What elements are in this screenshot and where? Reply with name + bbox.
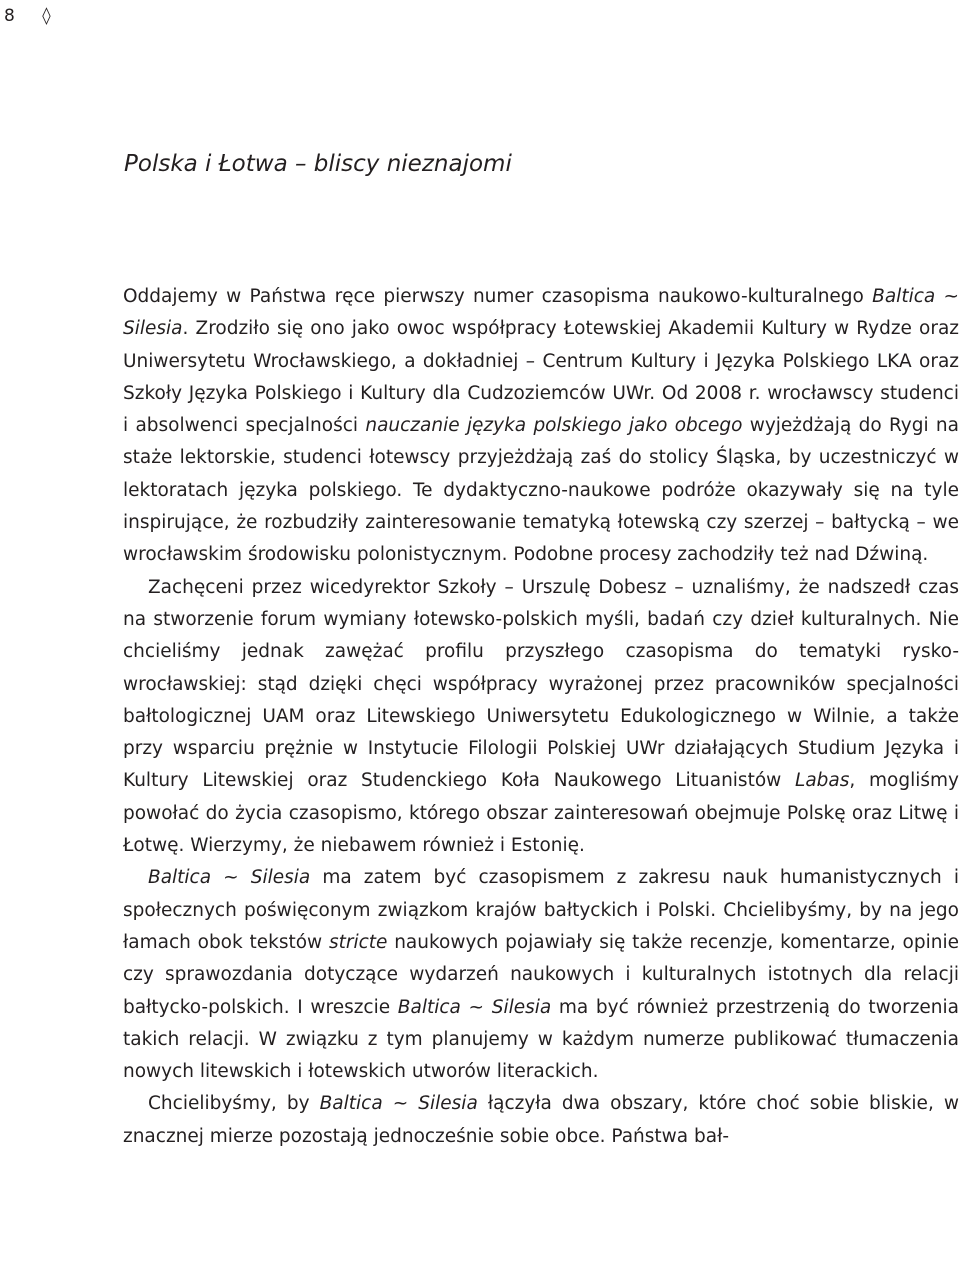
journal-name: Baltica ~ Silesia	[148, 867, 311, 889]
paragraph-1	[123, 281, 959, 572]
paragraph-3	[123, 862, 959, 1088]
specialty-name: nauczanie języka polskiego jako obcego	[365, 415, 743, 437]
paragraph-2	[123, 572, 959, 863]
journal-name: Baltica ~ Silesia	[397, 996, 552, 1018]
page-header	[4, 4, 51, 28]
paragraph-4	[123, 1088, 959, 1153]
text-run: łączyła dwa obszary, które choć sobie bliskie, w znacznej mierze pozostają jednocześnie sobie obce. Państwa bał-	[123, 1093, 960, 1147]
text-run: Oddajemy w Państwa ręce pierwszy numer czasopisma naukowo-kulturalnego	[123, 286, 873, 307]
text-run: Zachęceni przez wicedyrektor Szkoły – Urszulę Dobesz – uznaliśmy, że nadszedł czas na stworzenie forum wymiany łotewsko-polskich myśli, badań czy dzieł kulturalnych. Nie chcieliśmy jednak zawężać profilu przyszłego czasopisma do tematyki rysko-wrocławskiej: stąd dzięki chęci współpracy wyrażonej przez pracowników specjalności bałtologicznej UAM oraz Litewskiego Uniwersytetu Edukologicznego w Wilnie, a także przy wsparciu prężnie w Instytucie Filologii Polskiej UWr działających Studium Języka i Kultury Litewskiej oraz Studenckiego Koła Naukowego Lituanistów	[123, 576, 959, 792]
text-run: . Zrodziło się ono jako owoc współpracy Łotewskiej Akademii Kultury w Rydze oraz Uniwersytetu Wrocławskiego, a dokładniej – Centrum Kultury i Języka Polskiego LKA oraz Szkoły Języka Polskiego i Kultury dla Cudzoziemców UWr. Od 2008 r. wrocławscy studenci i absolwenci specjalności	[123, 318, 959, 437]
page-number: 8	[4, 6, 15, 26]
article-title: Polska i Łotwa – bliscy nieznajomi	[124, 151, 512, 177]
text-run: naukowych pojawiały się także recenzje, komentarze, opinie czy sprawozdania dotyczące wydarzeń naukowych i kulturalnych istotnych dla relacji bałtycko-polskich. I wreszcie	[123, 931, 959, 1018]
latin-term: stricte	[328, 931, 388, 953]
text-run: ma być również przestrzenią do tworzenia takich relacji. W związku z tym planujemy w każdym numerze publikować tłumaczenia nowych litewskich i łotewskich utworów literackich.	[123, 996, 959, 1083]
diamond-ornament-icon: ◊	[42, 6, 51, 26]
text-run: Chcielibyśmy, by	[148, 1093, 320, 1115]
text-run: , mogliśmy powołać do życia czasopismo, którego obszar zainteresowań obejmuje Polskę oraz Litwę i Łotwę. Wierzymy, że niebawem również i Estonię.	[123, 770, 960, 857]
article-body	[123, 281, 959, 1153]
journal-name: Baltica ~ Silesia	[319, 1093, 478, 1115]
text-run: ma zatem być czasopismem z zakresu nauk humanistycznych i społecznych poświęconym związkom krajów bałtyckich i Polski. Chcielibyśmy, by na jego łamach obok tekstów	[123, 867, 959, 953]
club-name: Labas	[795, 770, 850, 792]
journal-name: Baltica ~ Silesia	[123, 286, 959, 340]
text-run: wyjeżdżają do Rygi na staże lektorskie, studenci łotewscy przyjeżdżają zaś do stolicy Śląska, by uczestniczyć w lektoratach języka polskiego. Te dydaktyczno-naukowe podróże okazywały się na tyle inspirujące, że rozbudziły zainteresowanie tematyką łotewską czy szerzej – bałtycką – we wrocławskim środowisku polonistycznym. Podobne procesy zachodziły też nad Dźwiną.	[123, 415, 959, 566]
